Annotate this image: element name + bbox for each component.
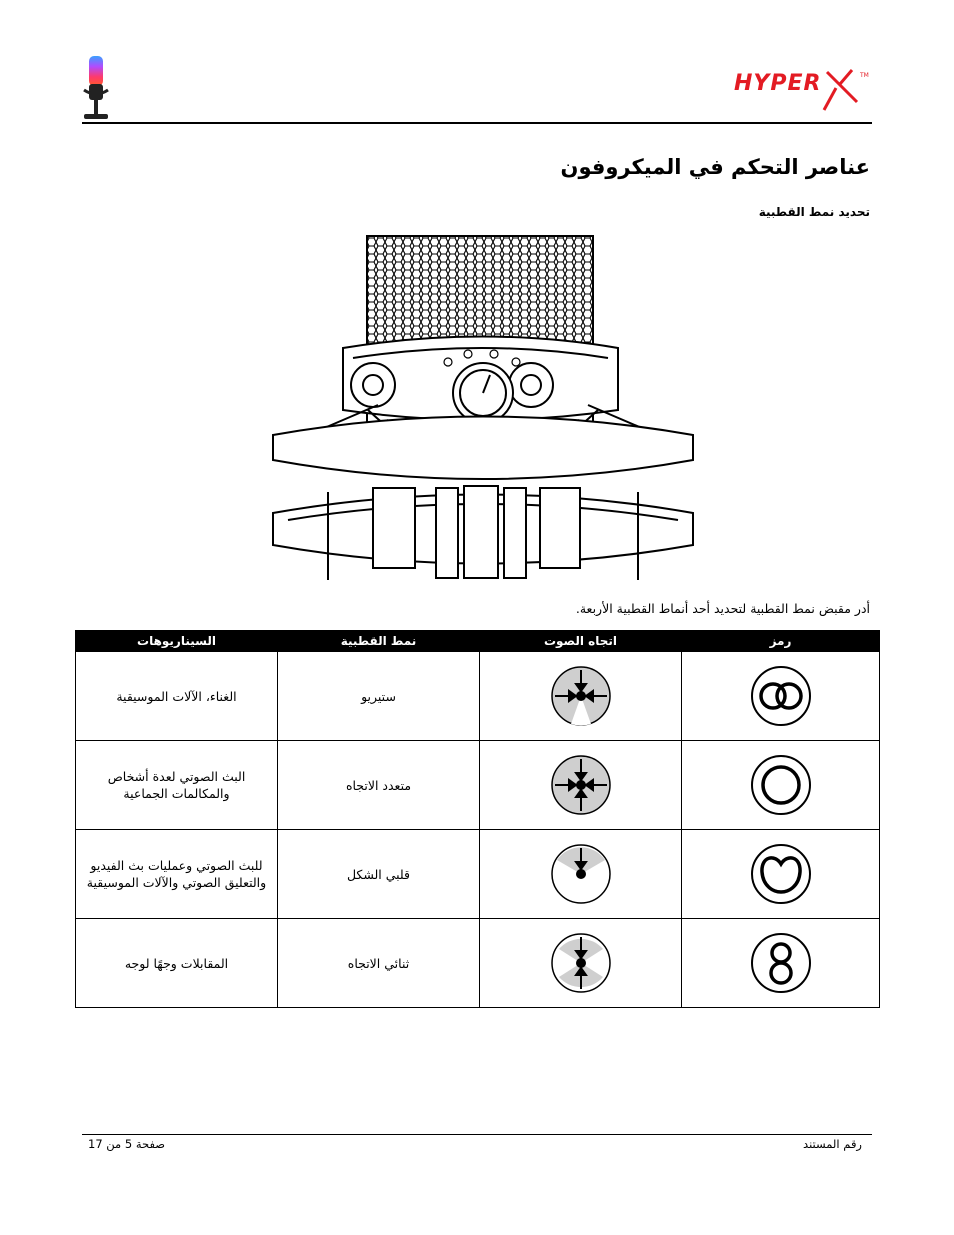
scenarios-cell: البث الصوتي لعدة أشخاص والمكالمات الجماعية — [76, 741, 278, 830]
symbol-cell — [682, 652, 880, 741]
hyperx-logo — [732, 62, 872, 118]
bidirectional-direction-icon — [549, 931, 613, 995]
stereo-icon — [749, 664, 813, 728]
bidirectional-icon — [749, 931, 813, 995]
header-scenarios: السيناريوهات — [76, 631, 278, 652]
page-number: صفحة 5 من 17 — [88, 1137, 166, 1151]
symbol-cell — [682, 830, 880, 919]
header-pattern: نمط القطبية — [278, 631, 480, 652]
table-row — [76, 741, 880, 830]
section-heading: تحديد نمط القطبية — [758, 205, 870, 219]
pattern-cell: متعدد الاتجاه — [278, 741, 480, 830]
omnidirectional-direction-icon — [549, 753, 613, 817]
header-divider — [82, 122, 872, 124]
scenarios-cell: المقابلات وجهًا لوجه — [76, 919, 278, 1008]
table-header-row — [76, 631, 880, 652]
microphone-illustration — [268, 230, 698, 590]
microphone-product-icon — [80, 54, 114, 122]
direction-cell — [480, 741, 682, 830]
footer-divider — [82, 1134, 872, 1135]
scenarios-cell: الغناء، الآلات الموسيقية — [76, 652, 278, 741]
scenarios-cell: للبث الصوتي وعمليات بث الفيديو والتعليق الصوتي والآلات الموسيقية — [76, 830, 278, 919]
stereo-direction-icon — [549, 664, 613, 728]
cardioid-direction-icon — [549, 842, 613, 906]
direction-cell — [480, 652, 682, 741]
header-symbol: رمز — [682, 631, 880, 652]
direction-cell — [480, 830, 682, 919]
document-number-label: رقم المستند — [803, 1137, 862, 1151]
pattern-cell: ثنائي الاتجاه — [278, 919, 480, 1008]
page-title: عناصر التحكم في الميكروفون — [560, 155, 870, 179]
instruction-text: أدر مقبض نمط القطبية لتحديد أحد أنماط القطبية الأربعة. — [575, 601, 870, 616]
direction-cell — [480, 919, 682, 1008]
cardioid-icon — [749, 842, 813, 906]
polar-pattern-table — [75, 630, 880, 1008]
table-row — [76, 652, 880, 741]
logo-wordmark: HYPER — [734, 71, 822, 96]
pattern-cell: ستيريو — [278, 652, 480, 741]
table-row — [76, 830, 880, 919]
symbol-cell — [682, 741, 880, 830]
omnidirectional-icon — [749, 753, 813, 817]
symbol-cell — [682, 919, 880, 1008]
pattern-cell: قلبي الشكل — [278, 830, 480, 919]
trademark-mark: TM — [860, 72, 869, 79]
header-direction: اتجاه الصوت — [480, 631, 682, 652]
table-row — [76, 919, 880, 1008]
